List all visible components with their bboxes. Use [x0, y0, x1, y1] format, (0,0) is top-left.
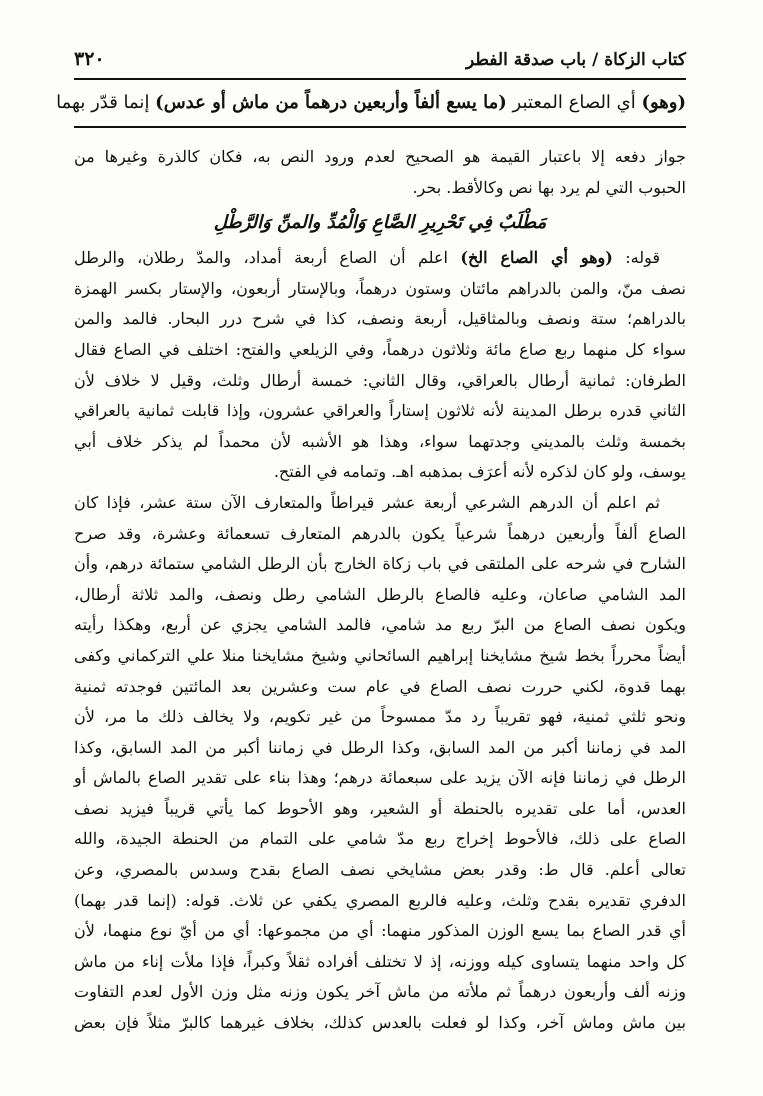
text-line: المد الشامي صاعان، وعليه فالصاع بالرطل الشامي رطل ونصف، والمد ثلاثة أرطال،: [74, 584, 686, 604]
text-line: ونحو ثلثي ثمنية، فهو تقريباً رد مدّ ممسوحاً من غير تكويم، ولا يخالف ذلك ما مر، لأن: [74, 707, 686, 727]
matn-divider: [74, 126, 686, 128]
text-line: تعالى أعلم. قال ط: وقدر بعض مشايخي نصف الصاع بقدح وسدس بالمصري، وعن: [74, 860, 686, 880]
text-line: الطرفان: ثمانية أرطال بالعراقي، وقال الثاني: خمسة أرطال وثلث، وقيل لا خلاف لأن: [74, 370, 686, 390]
text-line: سواء كل منهما ربع صاع مائة وثلاثون درهماً، وفي الزيلعي والفتح: اختلف في الصاع فقال: [74, 339, 686, 359]
text-line: نصف منّ، والمن بالدراهم مائتان وستون درهماً، وبالإستار أربعون، والإستار بكسر الهمزة: [74, 278, 686, 298]
text-line: العدس، أما على تقديره بالحنطة أو الشعير، وهو الأحوط كما يأتي قريباً فيزيد نصف: [74, 798, 686, 818]
text-line: الثاني قدره برطل المدينة لأنه ثلاثون إستاراً والعراقي عشرون، وإذا قابلت ثمانية بالعراقي: [74, 401, 686, 421]
text-line: بهما قدوة، لكني حررت نصف الصاع في عام ست وعشرين بعد المائتين فوجدته ثمنية: [74, 676, 686, 696]
text-line: جواز دفعه إلا باعتبار القيمة هو الصحيح لعدم ورود النص به، فكان كالذرة وغيرها من: [74, 147, 686, 166]
section-heading: مَطْلَبٌ فِي تَحْرِيرِ الصَّاعِ وَالْمُدِّ والمنِّ وَالرَّطْلِ: [213, 212, 547, 234]
text-line: أي قدر الصاع بما يسع الوزن المذكور منهما: أي من مجموعها: أي من أيّ نوع منهما، لأن: [74, 921, 686, 941]
text-line: الرطل في زماننا فإنه الآن يزيد على سبعمائة درهم؛ وهذا بناء على تقدير الصاع بالماش أو: [74, 768, 686, 788]
text-line: الدفري تقديره بقدح وثلث، وعليه فالربع المصري يكفي عن ثلاث. قوله: (إنما قدر بهما): [74, 890, 686, 910]
text-line: يوسف، ولو كان لذكره لأنه أعرَف بمذهبه اهـ. وتمامه في الفتح.: [273, 462, 686, 482]
text-line: الشارح في شرحه على الملتقى في باب زكاة الخارج بأن الرطل الشامي ستمائة درهم، وأن: [74, 554, 686, 574]
text-line: بالدراهم؛ ستة ونصف وبالمثاقيل، أربعة ونصف، كذا في شرح درر البحار. فالمد والمن: [74, 309, 686, 329]
text-line: بين ماش وماش آخر، وكذا لو فعلت بالعدس كذلك، بخلاف غيرهما كالبرّ مثلاً فإن بعض: [74, 1013, 686, 1033]
chapter-title: كتاب الزكاة / باب صدقة الفطر: [465, 50, 686, 70]
commentary-body: [74, 142, 686, 1039]
matn-bold-open: (وهو): [641, 92, 686, 113]
running-header: [74, 44, 686, 78]
text-line: أيضاً محرراً بخط شيخ مشايخنا إبراهيم السائحاني وشيخ مشايخنا منلا علي التركماني وكفى: [74, 645, 686, 665]
text-line: ويكون نصف الصاع من البرّ ربع مد شامي، فالمد الشامي يجزي عن أربع، وهكذا رأيته: [74, 615, 686, 635]
matn-bold-main: (ما يسع ألفاً وأربعين درهماً من ماش أو عدس): [155, 92, 507, 113]
lead-bold: (وهو أي الصاع الخ): [460, 248, 613, 268]
text-line: كل واحد منهما يتساوى كيله ووزنه، إذ لا تختلف أفراده ثقلاً وكبراً، فإذا ملأت إناء من ماش: [74, 951, 686, 971]
text-line: بخمسة وثلث بالمديني وجدتهما سواء، وهذا هو الأشبه لأن محمداً لم يذكر خلاف أبي: [74, 431, 687, 451]
text-line-lead: [74, 243, 686, 274]
lead-rest: اعلم أن الصاع أربعة أمداد، والمدّ رطلان، والرطل: [74, 248, 461, 268]
text-line: وزنه ألف وأربعون درهماً ثم ملأته من ماش آخر يكون وزنه مثل وزن الأول لعدم التفاوت: [74, 982, 686, 1002]
matn-text: [56, 86, 686, 120]
text-line: الحبوب التي لم يرد بها نص وكالأقط. بحر.: [412, 177, 686, 197]
text-line: الصاع على ذلك، فالأحوط إخراج ربع مدّ شامي على التمام من الحنطة الجيدة، والله: [74, 829, 686, 849]
page-number: ٣٢٠: [74, 48, 105, 70]
matn-plain-1: أي الصاع المعتبر: [506, 92, 642, 113]
matn-plain-2: إنما قدّر بهما: [56, 92, 156, 113]
text-line: ثم اعلم أن الدرهم الشرعي أربعة عشر قيراطاً والمتعارف الآن ستة عشر، فإذا كان: [74, 492, 660, 512]
text-line: المد في زماننا أكبر من المد السابق، وكذا الرطل في زماننا أكبر من المد السابق، وكذا: [74, 737, 686, 757]
text-line: الصاع ألفاً وأربعين درهماً شرعياً يكون بالدرهم المتعارف تسعمائة وعشرة، وقد صرح: [74, 523, 687, 543]
lead-plain: قوله:: [612, 248, 661, 268]
header-divider: [74, 78, 686, 80]
